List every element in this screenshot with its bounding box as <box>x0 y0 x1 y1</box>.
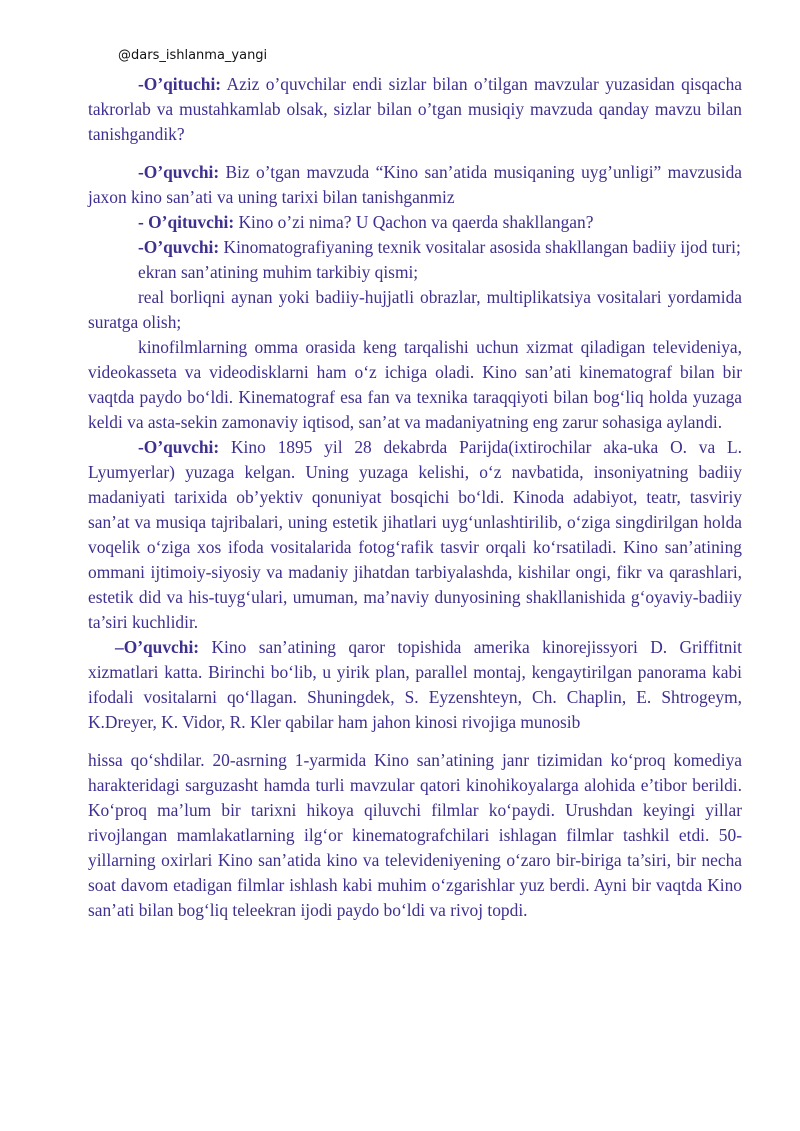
paragraph-list-item <box>88 260 742 285</box>
speaker-label: -O’quvchi: <box>138 162 220 182</box>
speaker-label: -O’qituchi: <box>138 74 222 94</box>
paragraph-text: Kinomatografiyaning texnik vositalar asosida shakllangan badiiy ijod turi; <box>219 237 741 257</box>
paragraph-teacher-question <box>88 72 742 147</box>
watermark-handle: @dars_ishlanma_yangi <box>118 48 268 63</box>
paragraph-text: Kino o’zi nima? U Qachon va qaerda shakllangan? <box>234 212 594 232</box>
speaker-label: - O’qituvchi: <box>138 212 235 232</box>
paragraph-text: Biz o’tgan mavzuda “Kino san’atida musiqaning uyg’unligi” mavzusida jaxon kino san’ati va uning tarixi bilan tanishganmiz <box>88 162 742 207</box>
paragraph-list-item <box>88 285 742 335</box>
paragraph-text: real borliqni aynan yoki badiiy-hujjatli obrazlar, multiplikatsiya vositalari yordamida suratga olish; <box>88 287 742 332</box>
paragraph-student-answer <box>88 160 742 210</box>
paragraph-text: Kino 1895 yil 28 dekabrda Parijda(ixtirochilar aka-uka O. va L. Lyumyerlar) yuzaga kelgan. Uning yuzaga kelishi, o‘z navbatida, insoniyatning badiiy madaniyati tarixida ob’yektiv qonuniyat bosqichi bo‘ldi. Kinoda adabiyot, teatr, tasviriy san’at va musiqa tajribalari, uning estetik jihatlari uyg‘unlashtirilib, o‘ziga singdirilgan holda voqelik o‘ziga xos ifoda vositalarida fotog‘rafik tasvir orqali ko‘rsatiladi. Kino san’atining ommani ijtimoiy-siyosiy va madaniy jihatdan tarbiyalashda, kishilar ongi, fikr va qarashlari, estetik did va his-tuyg‘ulari, umuman, ma’naviy dunyosining shakllanishida g‘oyaviy-badiiy ta’siri kuchlidir. <box>88 437 742 632</box>
paragraph-text: Aziz o’quvchilar endi sizlar bilan o’tilgan mavzular yuzasidan qisqacha takrorlab va mustahkamlab olsak, sizlar bilan o’tgan musiqiy mavzuda qanday mavzu bilan tanishgandik? <box>88 74 742 144</box>
paragraph-continuation <box>88 748 742 923</box>
paragraph-student-definition <box>88 235 742 260</box>
paragraph-text: kinofilmlarning omma orasida keng tarqalishi uchun xizmat qiladigan televideniya, videokasseta va videodisklarni ham o‘z ichiga oladi. Kino san’ati kinematograf bilan bir vaqtda paydo bo‘ldi. Kinematograf esa fan va texnika taraqqiyoti bilan bog‘liq holda yuzaga keldi va asta-sekin zamonaviy iqtisod, san’at va madaniyatning eng zarur sohasiga aylandi. <box>88 337 742 432</box>
paragraph-text: Kino san’atining qaror topishida amerika kinorejissyori D. Griffitnit xizmatlari katta. Birinchi bo‘lib, u yirik plan, parallel montaj, kengaytirilgan panorama kabi ifodali vositalarni qo‘llagan. Shuningdek, S. Eyzenshteyn, Ch. Chaplin, E. Shtrogeym, K.Dreyer, K. Vidor, R. Kler qabilar ham jahon kinosi rivojiga munosib <box>88 637 742 732</box>
speaker-label: –O’quvchi: <box>115 637 200 657</box>
paragraph-list-item <box>88 335 742 435</box>
document-body <box>88 72 742 923</box>
paragraph-teacher-question-2 <box>88 210 742 235</box>
speaker-label: -O’quvchi: <box>138 437 220 457</box>
paragraph-text: ekran san’atining muhim tarkibiy qismi; <box>138 262 419 282</box>
speaker-label: -O’quvchi: <box>138 237 220 257</box>
paragraph-student-history <box>88 435 742 635</box>
line-gap <box>88 735 742 748</box>
paragraph-text: hissa qo‘shdilar. 20-asrning 1-yarmida Kino san’atining janr tizimidan ko‘proq komediya harakteridagi sarguzasht hamda turli mavzular qatori kinohikoyalarga alohida e’tibor berildi. Ko‘proq ma’lum bir tarixni hikoya qiluvchi filmlar ko‘paydi. Urushdan keyingi yillar rivojlangan mamlakatlarning ilg‘or kinematografchilari ishlagan filmlar tashkil etdi. 50- yillarning oxirlari Kino san’atida kino va televideniyening o‘zaro bir-biriga ta’siri, bir necha soat davom etadigan filmlar ishlash kabi muhim o‘zgarishlar yuz berdi. Ayni bir vaqtda Kino san’ati bilan bog‘liq teleekran ijodi paydo bo‘ldi va rivoj topdi. <box>88 750 742 920</box>
paragraph-student-griffith <box>88 635 742 735</box>
